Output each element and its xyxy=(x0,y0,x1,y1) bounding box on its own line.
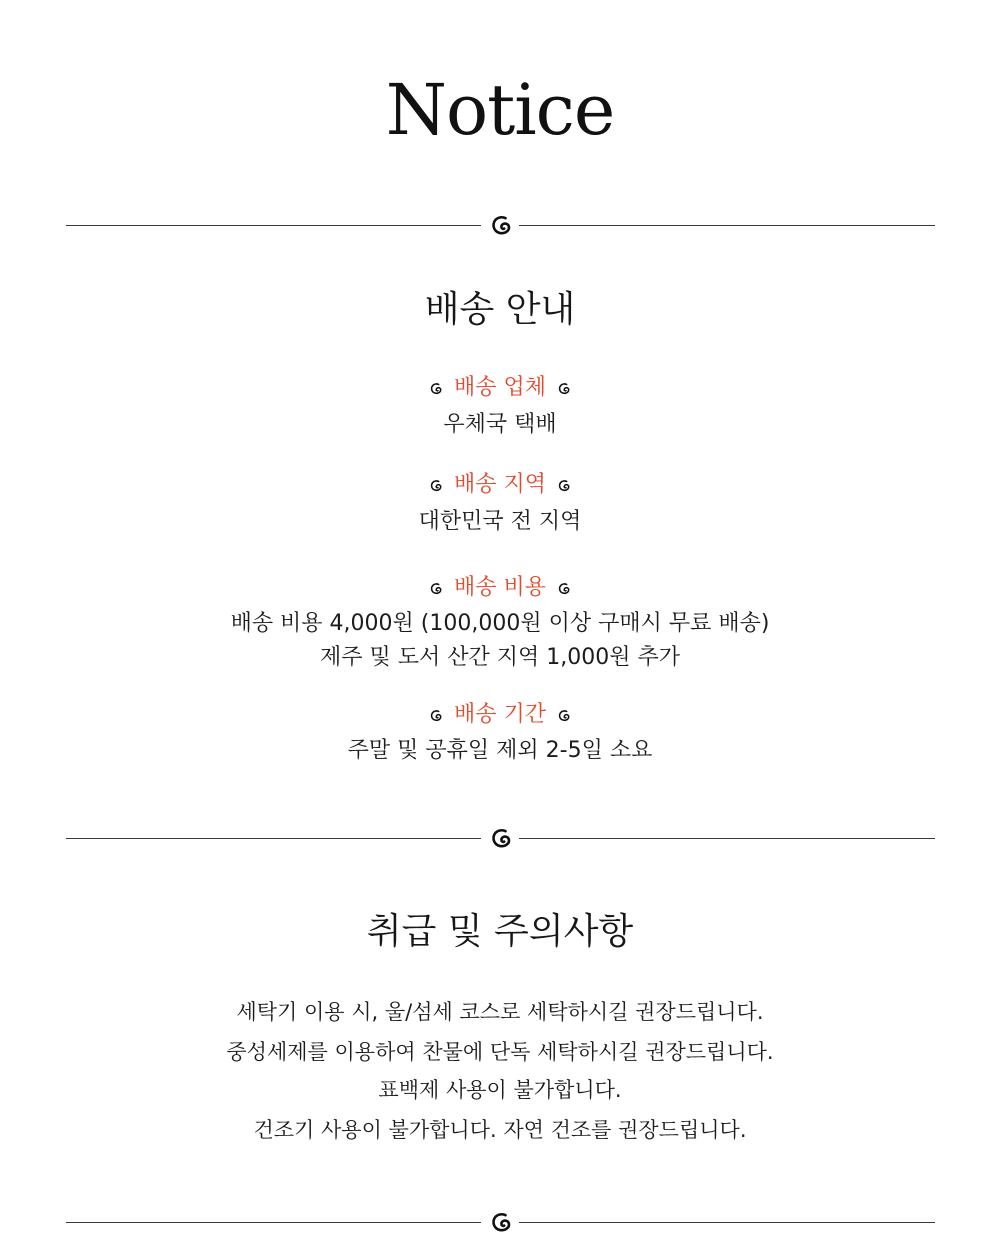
swirl-ornament-icon xyxy=(491,1211,511,1233)
divider-line-left xyxy=(66,225,481,226)
swirl-ornament-icon xyxy=(430,382,442,395)
swirl-ornament-icon xyxy=(558,479,570,492)
swirl-ornament-icon xyxy=(558,709,570,722)
swirl-ornament-icon xyxy=(558,382,570,395)
shipping-section-title: 배송 안내 xyxy=(424,289,576,330)
swirl-ornament-icon xyxy=(491,214,511,236)
swirl-ornament-icon xyxy=(491,827,511,849)
shipping-heading-label: 배송 비용 xyxy=(453,575,546,600)
divider-line-left xyxy=(66,838,481,839)
care-instruction-line: 건조기 사용이 불가합니다. 자연 건조를 권장드립니다. xyxy=(253,1118,747,1142)
section-divider xyxy=(0,210,1000,240)
divider-line-right xyxy=(519,225,935,226)
shipping-item-text: 우체국 택배 xyxy=(443,412,557,437)
swirl-ornament-icon xyxy=(558,582,570,595)
care-instruction-line: 세탁기 이용 시, 울/섬세 코스로 세탁하시길 권장드립니다. xyxy=(236,1000,764,1024)
shipping-item-heading xyxy=(0,700,1000,730)
divider-line-right xyxy=(519,838,935,839)
divider-line-left xyxy=(66,1222,481,1223)
care-instruction-line: 중성세제를 이용하여 찬물에 단독 세탁하시길 권장드립니다. xyxy=(226,1040,774,1064)
care-instruction-line: 표백제 사용이 불가합니다. xyxy=(378,1078,622,1102)
page-title: Notice xyxy=(385,69,615,151)
divider-line-right xyxy=(519,1222,935,1223)
shipping-heading-label: 배송 기간 xyxy=(453,702,546,727)
shipping-item-heading xyxy=(0,373,1000,403)
shipping-item-heading xyxy=(0,573,1000,603)
shipping-item-heading xyxy=(0,470,1000,500)
shipping-item-text: 제주 및 도서 산간 지역 1,000원 추가 xyxy=(320,645,680,670)
shipping-item-text: 대한민국 전 지역 xyxy=(418,509,582,534)
swirl-ornament-icon xyxy=(430,582,442,595)
care-section-title: 취급 및 주의사항 xyxy=(366,911,634,952)
shipping-item-text: 주말 및 공휴일 제외 2-5일 소요 xyxy=(347,738,653,763)
shipping-heading-label: 배송 업체 xyxy=(453,375,546,400)
swirl-ornament-icon xyxy=(430,709,442,722)
shipping-heading-label: 배송 지역 xyxy=(453,472,546,497)
shipping-item-text: 배송 비용 4,000원 (100,000원 이상 구매시 무료 배송) xyxy=(230,611,770,636)
section-divider xyxy=(0,823,1000,853)
swirl-ornament-icon xyxy=(430,479,442,492)
